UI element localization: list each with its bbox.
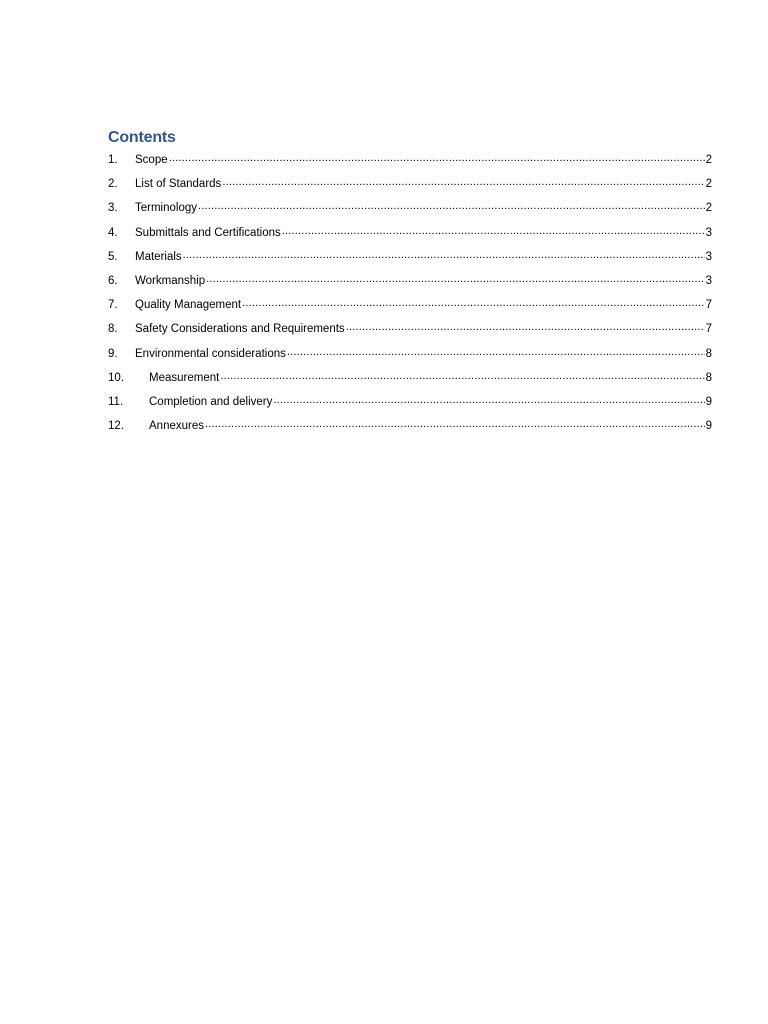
toc-entry-number: 1.: [108, 154, 118, 166]
toc-entry-number: 12.: [108, 420, 124, 433]
toc-entry-title: Safety Considerations and Requirements: [135, 323, 345, 336]
toc-dot-leader: [346, 320, 705, 332]
toc-entry-title: Quality Management: [135, 299, 242, 312]
toc-entry-number: 4.: [108, 226, 118, 239]
toc-entry-title: Materials: [135, 250, 182, 263]
toc-entry-10[interactable]: [108, 369, 712, 393]
toc-entry-number: 10.: [108, 371, 124, 384]
toc-entry-6[interactable]: [108, 272, 712, 296]
toc-entry-title: Environmental considerations: [135, 347, 286, 360]
toc-entry-page: 7: [705, 299, 712, 312]
toc-entry-page: 9: [705, 420, 712, 433]
toc-entry-title: Annexures: [149, 420, 204, 433]
toc-entry-number: 11.: [108, 395, 124, 408]
toc-entry-title: Workmanship: [135, 274, 206, 287]
toc-entry-number: 3.: [108, 202, 118, 215]
toc-entry-4[interactable]: [108, 224, 712, 248]
table-of-contents: [108, 128, 712, 441]
toc-entry-title: List of Standards: [135, 178, 222, 191]
toc-entry-3[interactable]: [108, 199, 712, 223]
toc-dot-leader: [205, 417, 705, 429]
toc-dot-leader: [220, 369, 704, 381]
toc-entry-number: 6.: [108, 274, 118, 287]
toc-entry-title: Measurement: [149, 371, 220, 384]
toc-entry-2[interactable]: [108, 175, 712, 199]
toc-entry-page: 2: [705, 202, 712, 215]
toc-entry-page: 3: [705, 250, 712, 263]
toc-entry-title: Terminology: [135, 202, 197, 215]
toc-dot-leader: [169, 151, 705, 163]
toc-entry-number: 2.: [108, 178, 118, 191]
toc-entry-title: Scope: [135, 154, 168, 166]
toc-entry-number: 5.: [108, 250, 118, 263]
toc-entry-page: 3: [705, 274, 712, 287]
toc-dot-leader: [183, 248, 705, 260]
toc-heading: Contents: [108, 129, 176, 146]
toc-entry-page: 9: [705, 395, 712, 408]
toc-entry-9[interactable]: [108, 345, 712, 369]
toc-entry-page: 8: [705, 371, 712, 384]
toc-entry-page: 2: [705, 154, 712, 166]
toc-dot-leader: [206, 272, 705, 284]
toc-entry-number: 8.: [108, 323, 118, 336]
toc-dot-leader: [282, 224, 705, 236]
toc-dot-leader: [287, 345, 705, 357]
toc-dot-leader: [242, 296, 704, 308]
toc-dot-leader: [198, 199, 705, 211]
toc-list: [108, 151, 712, 441]
toc-entry-1[interactable]: [108, 151, 712, 175]
toc-entry-title: Completion and delivery: [149, 395, 273, 408]
toc-entry-11[interactable]: [108, 393, 712, 417]
toc-entry-number: 9.: [108, 347, 118, 360]
toc-entry-12[interactable]: [108, 417, 712, 441]
toc-entry-page: 2: [705, 178, 712, 191]
toc-entry-8[interactable]: [108, 320, 712, 344]
toc-entry-page: 8: [705, 347, 712, 360]
toc-dot-leader: [222, 175, 704, 187]
toc-entry-page: 3: [705, 226, 712, 239]
toc-entry-page: 7: [705, 323, 712, 336]
toc-entry-number: 7.: [108, 299, 118, 312]
toc-dot-leader: [273, 393, 704, 405]
toc-entry-5[interactable]: [108, 248, 712, 272]
toc-entry-7[interactable]: [108, 296, 712, 320]
toc-entry-title: Submittals and Certifications: [135, 226, 281, 239]
